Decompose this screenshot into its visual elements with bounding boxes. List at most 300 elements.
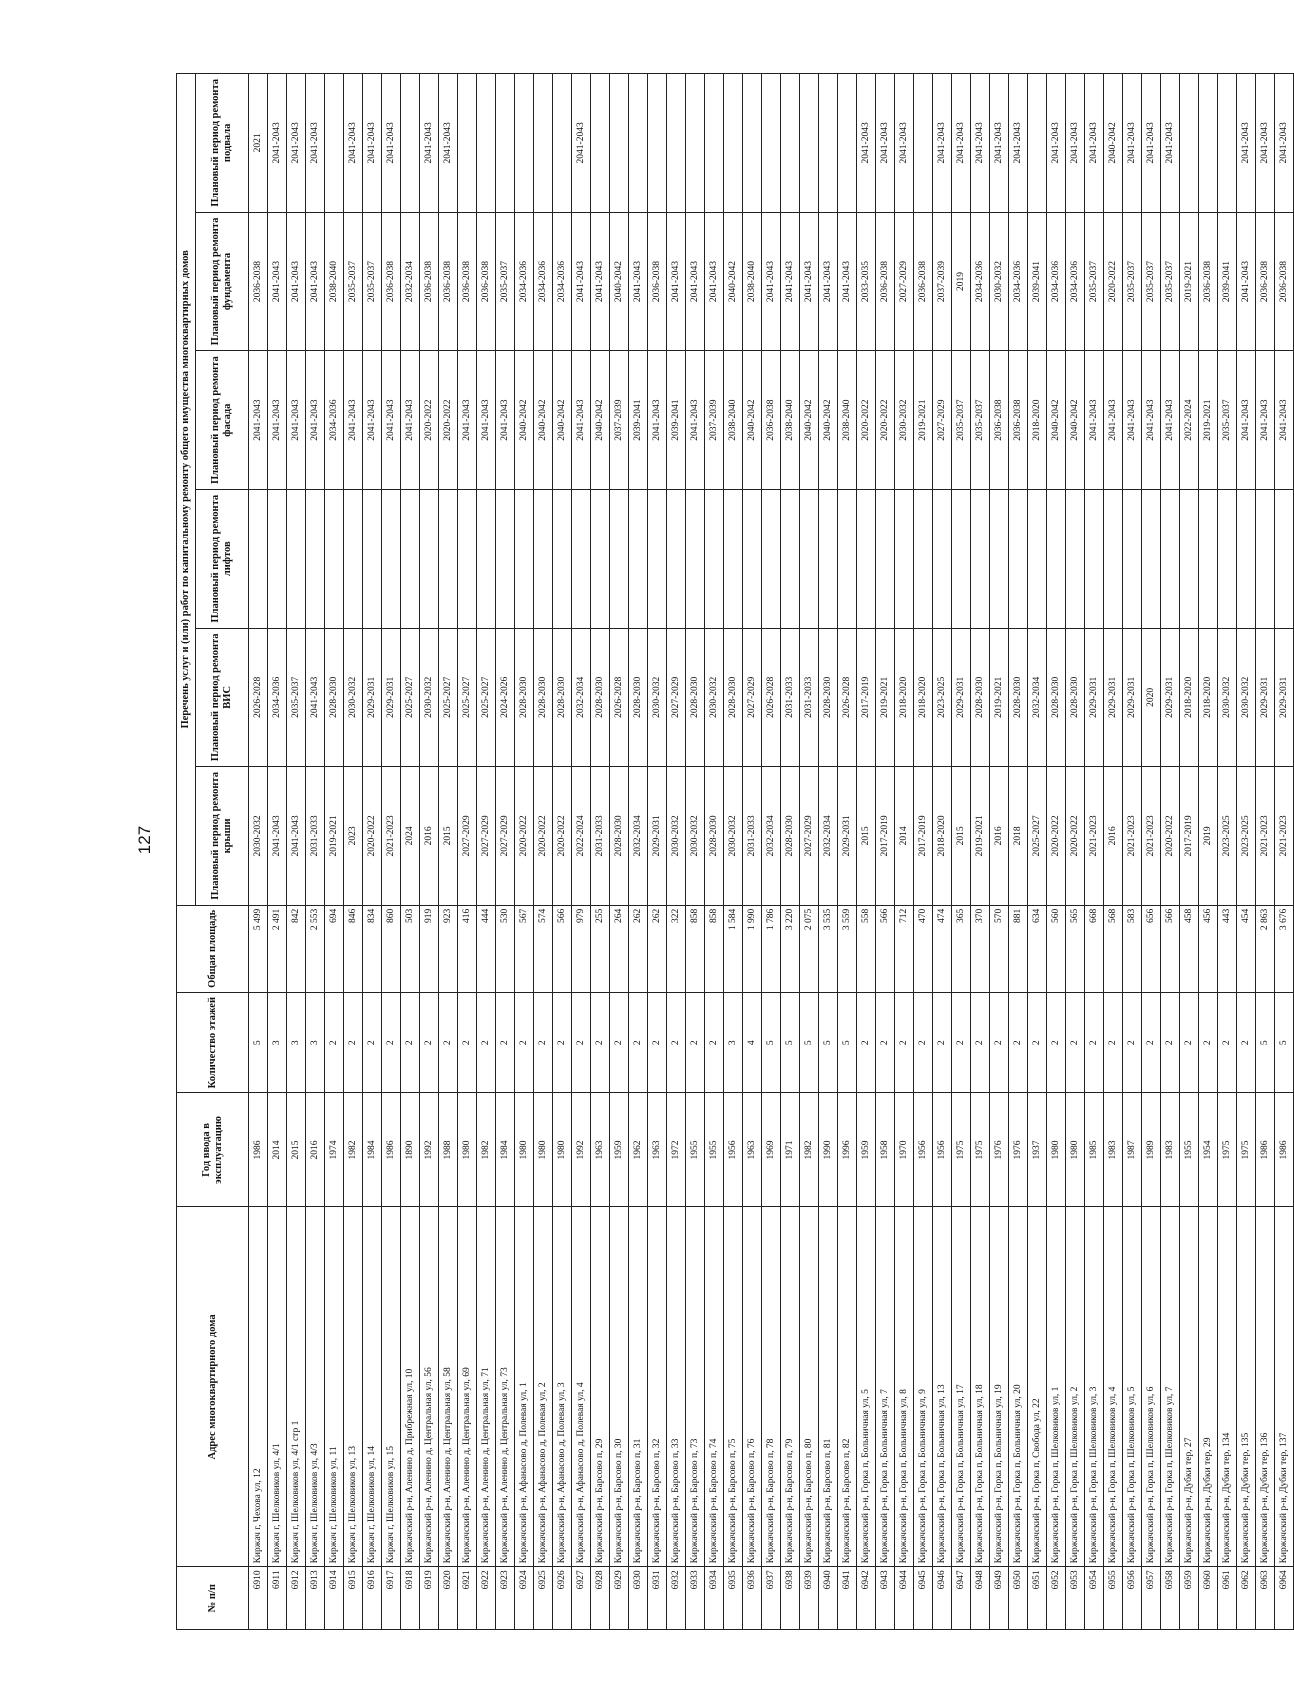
row-year-cell: 1956 [914,1093,933,1207]
row-year-cell: 1980 [515,1093,534,1207]
row-year-cell: 1986 [1275,1093,1294,1207]
row-elevators-cell [1237,489,1256,628]
row-area-cell: 262 [648,905,667,992]
row-utilities-cell: 2025-2027 [439,628,458,767]
row-basement-cell [1180,74,1199,213]
row-utilities-cell: 2028-2030 [1047,628,1066,767]
row-utilities-cell: 2030-2032 [705,628,724,767]
row-utilities-cell: 2028-2030 [724,628,743,767]
row-facade-cell: 2041-2043 [1142,351,1161,490]
row-roof-cell: 2014 [895,767,914,906]
table-row [1237,74,1256,1630]
row-basement-cell [1199,74,1218,213]
row-basement-cell: 2041-2043 [1237,74,1256,213]
table-row [648,74,667,1630]
row-basement-cell: 2041-2043 [1123,74,1142,213]
table-row [933,74,952,1630]
row-floors-cell: 2 [420,992,439,1093]
row-floors-cell: 2 [591,992,610,1093]
row-num-cell: 6960 [1199,1567,1218,1630]
row-floors-cell: 2 [1237,992,1256,1093]
row-basement-cell: 2041-2043 [1047,74,1066,213]
row-elevators-cell [743,489,762,628]
table-row [762,74,781,1630]
row-year-cell: 1890 [401,1093,420,1207]
row-floors-cell: 2 [610,992,629,1093]
row-address-cell: Киржачский р-н, Дубки тер, 137 [1275,1207,1294,1567]
row-elevators-cell [705,489,724,628]
row-utilities-cell: 2029-2031 [1161,628,1180,767]
row-facade-cell: 2041-2043 [1123,351,1142,490]
row-area-cell: 566 [876,905,895,992]
col-header-num: № п/п [177,1567,249,1630]
table-row [1199,74,1218,1630]
row-foundation-cell: 2041-2043 [800,212,819,351]
row-address-cell: Киржачский р-н, Аленино д, Центральная ул, 69 [458,1207,477,1567]
row-address-cell: Киржачский р-н, Аленино д, Центральная ул, 73 [496,1207,515,1567]
row-num-cell: 6955 [1104,1567,1123,1630]
row-foundation-cell: 2036-2038 [458,212,477,351]
row-floors-cell: 3 [287,992,306,1093]
row-basement-cell: 2041-2043 [287,74,306,213]
row-area-cell: 1 584 [724,905,743,992]
row-facade-cell: 2038-2040 [781,351,800,490]
row-roof-cell: 2023-2025 [1218,767,1237,906]
row-utilities-cell: 2029-2031 [363,628,382,767]
row-roof-cell: 2021-2023 [1085,767,1104,906]
row-area-cell: 566 [1161,905,1180,992]
row-address-cell: Киржачский р-н, Барсово п, 75 [724,1207,743,1567]
row-address-cell: Киржачский р-н, Аленино д, Центральная ул, 71 [477,1207,496,1567]
row-area-cell: 656 [1142,905,1161,992]
row-facade-cell: 2040-2042 [819,351,838,490]
row-facade-cell: 2040-2042 [1047,351,1066,490]
row-facade-cell: 2040-2042 [800,351,819,490]
row-address-cell: Киржачский р-н, Афанасово д, Полевая ул, 4 [572,1207,591,1567]
row-elevators-cell [458,489,477,628]
row-elevators-cell [1218,489,1237,628]
row-roof-cell: 2020-2022 [515,767,534,906]
row-elevators-cell [1161,489,1180,628]
row-roof-cell: 2030-2032 [686,767,705,906]
row-roof-cell: 2020-2022 [1066,767,1085,906]
row-year-cell: 1980 [553,1093,572,1207]
row-facade-cell: 2041-2043 [1161,351,1180,490]
row-address-cell: Киржачский р-н, Барсово п, 31 [629,1207,648,1567]
row-elevators-cell [515,489,534,628]
row-utilities-cell: 2030-2032 [1237,628,1256,767]
table-row [325,74,344,1630]
row-utilities-cell: 2028-2030 [591,628,610,767]
row-area-cell: 568 [1104,905,1123,992]
row-foundation-cell: 2041-2043 [287,212,306,351]
row-num-cell: 6940 [819,1567,838,1630]
row-basement-cell: 2041-2043 [1066,74,1085,213]
row-area-cell: 858 [705,905,724,992]
row-num-cell: 6950 [1009,1567,1028,1630]
row-foundation-cell: 2033-2035 [857,212,876,351]
row-floors-cell: 2 [705,992,724,1093]
row-floors-cell: 2 [515,992,534,1093]
row-area-cell: 846 [344,905,363,992]
row-num-cell: 6932 [667,1567,686,1630]
row-basement-cell: 2041-2043 [1009,74,1028,213]
row-floors-cell: 2 [553,992,572,1093]
row-facade-cell: 2037-2039 [705,351,724,490]
row-address-cell: Киржачский р-н, Барсово п, 32 [648,1207,667,1567]
row-elevators-cell [800,489,819,628]
row-address-cell: Киржачский р-н, Афанасово д, Полевая ул, 2 [534,1207,553,1567]
row-basement-cell [648,74,667,213]
row-foundation-cell: 2036-2038 [914,212,933,351]
row-utilities-cell: 2028-2030 [1066,628,1085,767]
row-area-cell: 454 [1237,905,1256,992]
row-elevators-cell [287,489,306,628]
row-foundation-cell: 2041-2043 [781,212,800,351]
row-utilities-cell: 2028-2030 [629,628,648,767]
row-facade-cell: 2041-2043 [1085,351,1104,490]
row-utilities-cell: 2030-2032 [420,628,439,767]
row-elevators-cell [724,489,743,628]
row-num-cell: 6952 [1047,1567,1066,1630]
row-year-cell: 1955 [686,1093,705,1207]
row-year-cell: 1992 [420,1093,439,1207]
document-body [176,73,1289,1630]
row-area-cell: 881 [1009,905,1028,992]
row-facade-cell: 2034-2036 [325,351,344,490]
row-roof-cell: 2018 [1009,767,1028,906]
row-area-cell: 860 [382,905,401,992]
row-elevators-cell [1123,489,1142,628]
row-elevators-cell [1256,489,1275,628]
table-body [249,74,1294,1630]
row-facade-cell: 2040-2042 [534,351,553,490]
row-roof-cell: 2023-2025 [1237,767,1256,906]
row-elevators-cell [591,489,610,628]
row-year-cell: 1974 [325,1093,344,1207]
row-address-cell: Киржач г, Шелковиков ул, 4/1 [268,1207,287,1567]
row-basement-cell [477,74,496,213]
table-row [1275,74,1294,1630]
row-utilities-cell: 2031-2033 [800,628,819,767]
row-num-cell: 6942 [857,1567,876,1630]
row-foundation-cell: 2041-2043 [268,212,287,351]
row-facade-cell: 2041-2043 [268,351,287,490]
table-row [458,74,477,1630]
row-roof-cell: 2030-2032 [724,767,743,906]
table-row [1123,74,1142,1630]
row-basement-cell [914,74,933,213]
row-year-cell: 1989 [1142,1093,1161,1207]
row-address-cell: Киржачский р-н, Афанасово д, Полевая ул, 1 [515,1207,534,1567]
row-area-cell: 444 [477,905,496,992]
row-utilities-cell: 2020 [1142,628,1161,767]
row-address-cell: Киржачский р-н, Дубки тер, 27 [1180,1207,1199,1567]
row-elevators-cell [477,489,496,628]
row-year-cell: 1982 [344,1093,363,1207]
table-row [439,74,458,1630]
row-basement-cell [667,74,686,213]
row-year-cell: 1976 [1009,1093,1028,1207]
row-basement-cell: 2040-2042 [1104,74,1123,213]
row-foundation-cell: 2035-2037 [1085,212,1104,351]
capital-repair-table [176,73,1294,1630]
row-num-cell: 6916 [363,1567,382,1630]
row-elevators-cell [496,489,515,628]
row-roof-cell: 2023 [344,767,363,906]
row-num-cell: 6963 [1256,1567,1275,1630]
row-foundation-cell: 2038-2040 [743,212,762,351]
row-foundation-cell: 2030-2032 [990,212,1009,351]
row-address-cell: Киржачский р-н, Барсово п, 79 [781,1207,800,1567]
row-basement-cell: 2041-2043 [952,74,971,213]
row-area-cell: 565 [1066,905,1085,992]
row-floors-cell: 2 [1009,992,1028,1093]
row-foundation-cell: 2020-2022 [1104,212,1123,351]
row-roof-cell: 2020-2022 [534,767,553,906]
row-elevators-cell [401,489,420,628]
row-elevators-cell [1104,489,1123,628]
row-floors-cell: 3 [268,992,287,1093]
table-row [629,74,648,1630]
row-year-cell: 1963 [591,1093,610,1207]
row-roof-cell: 2029-2031 [648,767,667,906]
row-year-cell: 1975 [971,1093,990,1207]
row-foundation-cell: 2039-2041 [1028,212,1047,351]
row-foundation-cell: 2035-2037 [1142,212,1161,351]
row-elevators-cell [249,489,268,628]
row-floors-cell: 2 [1047,992,1066,1093]
row-utilities-cell: 2032-2034 [572,628,591,767]
table-row [876,74,895,1630]
row-foundation-cell: 2040-2042 [724,212,743,351]
row-year-cell: 1955 [705,1093,724,1207]
row-foundation-cell: 2035-2037 [496,212,515,351]
row-area-cell: 255 [591,905,610,992]
row-roof-cell: 2020-2022 [1161,767,1180,906]
row-utilities-cell: 2030-2032 [344,628,363,767]
row-num-cell: 6939 [800,1567,819,1630]
row-year-cell: 1975 [1218,1093,1237,1207]
row-foundation-cell: 2019 [952,212,971,351]
table-row [838,74,857,1630]
row-foundation-cell: 2035-2037 [344,212,363,351]
row-year-cell: 1972 [667,1093,686,1207]
row-elevators-cell [572,489,591,628]
row-foundation-cell: 2019-2021 [1180,212,1199,351]
row-year-cell: 1987 [1123,1093,1142,1207]
group-header-repairs: Перечень услуг и (или) работ по капитальному ремонту общего имущества многоквартирных домов [177,74,196,906]
row-num-cell: 6913 [306,1567,325,1630]
table-row [534,74,553,1630]
row-foundation-cell: 2041-2043 [667,212,686,351]
row-roof-cell: 2020-2022 [553,767,572,906]
row-address-cell: Киржач г, Шелковиков ул, 13 [344,1207,363,1567]
row-floors-cell: 2 [990,992,1009,1093]
row-basement-cell: 2041-2043 [933,74,952,213]
col-header-facade: Плановый период ремонта фасада [196,351,249,490]
row-foundation-cell: 2034-2036 [553,212,572,351]
row-area-cell: 365 [952,905,971,992]
row-basement-cell [515,74,534,213]
row-foundation-cell: 2041-2043 [1237,212,1256,351]
col-header-foundation: Плановый период ремонта фундамента [196,212,249,351]
row-basement-cell: 2041-2043 [268,74,287,213]
row-roof-cell: 2030-2032 [667,767,686,906]
row-num-cell: 6922 [477,1567,496,1630]
row-area-cell: 1 990 [743,905,762,992]
row-foundation-cell: 2041-2043 [572,212,591,351]
row-utilities-cell: 2027-2029 [667,628,686,767]
row-foundation-cell: 2041-2043 [705,212,724,351]
row-num-cell: 6914 [325,1567,344,1630]
row-elevators-cell [610,489,629,628]
row-year-cell: 2014 [268,1093,287,1207]
row-area-cell: 566 [553,905,572,992]
row-basement-cell: 2041-2043 [1161,74,1180,213]
row-num-cell: 6935 [724,1567,743,1630]
row-area-cell: 470 [914,905,933,992]
row-floors-cell: 2 [1218,992,1237,1093]
table-row [420,74,439,1630]
row-floors-cell: 2 [1161,992,1180,1093]
row-year-cell: 1988 [439,1093,458,1207]
row-facade-cell: 2041-2043 [1104,351,1123,490]
row-facade-cell: 2030-2032 [895,351,914,490]
table-row [1218,74,1237,1630]
row-floors-cell: 2 [344,992,363,1093]
row-floors-cell: 4 [743,992,762,1093]
row-foundation-cell: 2036-2038 [439,212,458,351]
row-facade-cell: 2039-2041 [629,351,648,490]
row-foundation-cell: 2036-2038 [382,212,401,351]
row-facade-cell: 2041-2043 [344,351,363,490]
row-roof-cell: 2031-2033 [591,767,610,906]
row-floors-cell: 5 [800,992,819,1093]
row-area-cell: 919 [420,905,439,992]
row-address-cell: Киржачский р-н, Афанасово д, Полевая ул, 3 [553,1207,572,1567]
row-foundation-cell: 2036-2038 [1256,212,1275,351]
row-area-cell: 567 [515,905,534,992]
row-utilities-cell: 2028-2030 [819,628,838,767]
row-address-cell: Киржачский р-н, Горка п, Больничная ул, 9 [914,1207,933,1567]
row-area-cell: 570 [990,905,1009,992]
row-facade-cell: 2022-2024 [1180,351,1199,490]
row-roof-cell: 2031-2033 [743,767,762,906]
row-year-cell: 2016 [306,1093,325,1207]
row-num-cell: 6938 [781,1567,800,1630]
row-utilities-cell: 2019-2021 [876,628,895,767]
row-year-cell: 1937 [1028,1093,1047,1207]
row-num-cell: 6934 [705,1567,724,1630]
row-facade-cell: 2041-2043 [648,351,667,490]
row-address-cell: Киржачский р-н, Горка п, Шелковиков ул, 6 [1142,1207,1161,1567]
row-basement-cell: 2041-2043 [857,74,876,213]
row-num-cell: 6946 [933,1567,952,1630]
row-floors-cell: 2 [401,992,420,1093]
row-year-cell: 2015 [287,1093,306,1207]
row-basement-cell [325,74,344,213]
row-elevators-cell [952,489,971,628]
row-roof-cell: 2015 [952,767,971,906]
table-row [705,74,724,1630]
row-roof-cell: 2017-2019 [876,767,895,906]
row-num-cell: 6944 [895,1567,914,1630]
row-elevators-cell [762,489,781,628]
table-row [344,74,363,1630]
row-floors-cell: 2 [382,992,401,1093]
row-area-cell: 2 491 [268,905,287,992]
table-row [249,74,268,1630]
row-utilities-cell: 2032-2034 [1028,628,1047,767]
row-floors-cell: 2 [876,992,895,1093]
row-area-cell: 694 [325,905,344,992]
row-roof-cell: 2022-2024 [572,767,591,906]
table-row [914,74,933,1630]
row-foundation-cell: 2034-2036 [1047,212,1066,351]
row-address-cell: Киржачский р-н, Барсово п, 74 [705,1207,724,1567]
row-basement-cell: 2021 [249,74,268,213]
row-floors-cell: 5 [1256,992,1275,1093]
row-area-cell: 530 [496,905,515,992]
row-address-cell: Киржачский р-н, Горка п, Шелковиков ул, 2 [1066,1207,1085,1567]
row-year-cell: 1959 [610,1093,629,1207]
row-utilities-cell: 2030-2032 [1218,628,1237,767]
row-foundation-cell: 2036-2038 [420,212,439,351]
row-address-cell: Киржач г, Шелковиков ул, 4/1 стр 1 [287,1207,306,1567]
table-row [1104,74,1123,1630]
row-facade-cell: 2041-2043 [1275,351,1294,490]
table-row [1142,74,1161,1630]
row-floors-cell: 2 [1123,992,1142,1093]
row-elevators-cell [990,489,1009,628]
table-row [306,74,325,1630]
row-num-cell: 6918 [401,1567,420,1630]
row-address-cell: Киржач г, Шелковиков ул, 14 [363,1207,382,1567]
row-foundation-cell: 2041-2043 [591,212,610,351]
table-row [990,74,1009,1630]
row-roof-cell: 2028-2030 [781,767,800,906]
row-num-cell: 6936 [743,1567,762,1630]
row-address-cell: Киржачский р-н, Горка п, Шелковиков ул, 4 [1104,1207,1123,1567]
row-elevators-cell [363,489,382,628]
row-num-cell: 6961 [1218,1567,1237,1630]
row-facade-cell: 2036-2038 [762,351,781,490]
table-row [1009,74,1028,1630]
row-elevators-cell [648,489,667,628]
row-num-cell: 6951 [1028,1567,1047,1630]
row-foundation-cell: 2041-2043 [762,212,781,351]
row-num-cell: 6920 [439,1567,458,1630]
row-facade-cell: 2041-2043 [401,351,420,490]
table-row [553,74,572,1630]
row-num-cell: 6956 [1123,1567,1142,1630]
row-floors-cell: 2 [1104,992,1123,1093]
row-address-cell: Киржачский р-н, Горка п, Шелковиков ул, 3 [1085,1207,1104,1567]
row-roof-cell: 2016 [990,767,1009,906]
table-row [496,74,515,1630]
row-num-cell: 6925 [534,1567,553,1630]
row-year-cell: 1986 [382,1093,401,1207]
row-utilities-cell: 2030-2032 [648,628,667,767]
row-elevators-cell [838,489,857,628]
row-area-cell: 443 [1218,905,1237,992]
row-facade-cell: 2035-2037 [1218,351,1237,490]
row-roof-cell: 2021-2023 [1142,767,1161,906]
table-row [800,74,819,1630]
row-num-cell: 6929 [610,1567,629,1630]
row-elevators-cell [1199,489,1218,628]
